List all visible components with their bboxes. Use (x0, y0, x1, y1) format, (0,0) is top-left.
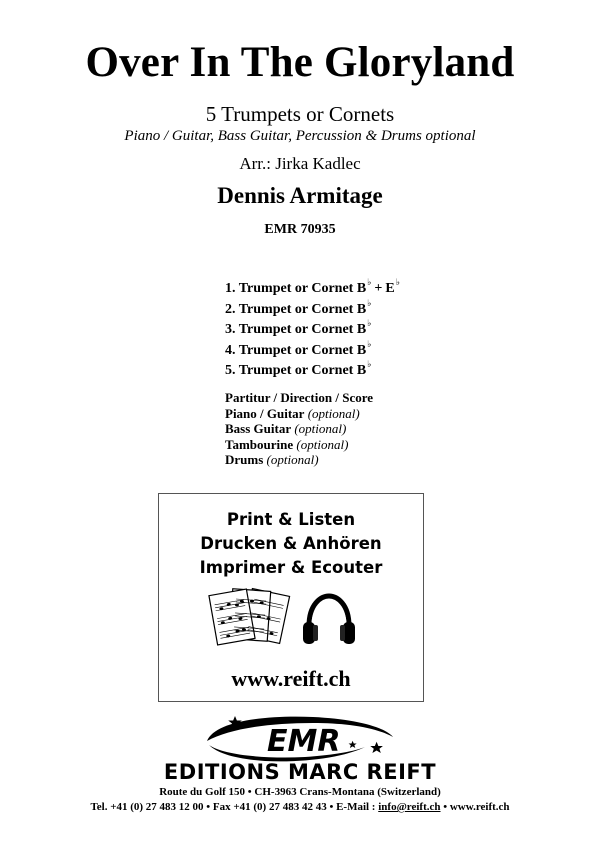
extra-name: Piano / Guitar (225, 405, 305, 421)
flat-sign: ♭ (367, 338, 372, 349)
page-title: Over In The Gloryland (85, 39, 515, 86)
extra-note: (optional) (266, 452, 319, 467)
promo-line: Print & Listen (226, 510, 356, 529)
extra-item (225, 437, 373, 453)
contact-website: • www.reift.ch (440, 801, 510, 813)
part-item (225, 334, 400, 358)
flat-sign: ♭ (367, 318, 372, 328)
parts-list (225, 272, 400, 378)
part-item (225, 272, 400, 296)
promo-line: Drucken & Anhören (200, 534, 382, 553)
email-link[interactable]: info@reift.ch (378, 801, 441, 813)
extra-name: Drums (225, 452, 264, 467)
contact-phone-fax: Tel. +41 (0) 27 483 12 00 • Fax +41 (0) 27 483 42 43 • E-Mail : (90, 801, 379, 813)
flat-sign: ♭ (367, 277, 372, 287)
part-second-key: E (385, 281, 395, 296)
part-item (225, 354, 400, 378)
part-label: 1. Trumpet or Cornet B (225, 281, 367, 296)
flat-sign: ♭ (395, 277, 400, 287)
extra-name: Tambourine (225, 436, 294, 452)
optional-instruments: Piano / Guitar, Bass Guitar, Percussion & Drums optional (124, 128, 476, 144)
print-listen-box (158, 493, 424, 702)
composer: Dennis Armitage (217, 183, 383, 208)
part-label: 3. Trumpet or Cornet B (225, 322, 367, 337)
flat-sign: ♭ (367, 297, 372, 308)
logo-text: EMR (267, 724, 341, 759)
part-label: 4. Trumpet or Cornet B (225, 342, 367, 358)
plus-sign: + (374, 281, 383, 296)
publisher-contact (0, 801, 600, 813)
emr-logo (195, 715, 405, 763)
extra-note: (optional) (296, 436, 349, 452)
extra-name: Partitur / Direction / Score (225, 390, 374, 405)
extra-item (225, 421, 373, 437)
extra-item (225, 390, 373, 406)
arranger: Arr.: Jirka Kadlec (239, 154, 361, 173)
extra-note: (optional) (307, 405, 360, 421)
extras-list (225, 390, 373, 468)
promo-line: Imprimer & Ecouter (199, 558, 383, 577)
publisher-address: Route du Golf 150 • CH-3963 Crans-Montana (Switzerland) (159, 786, 441, 798)
promo-url: www.reift.ch (231, 666, 351, 691)
extra-name: Bass Guitar (225, 421, 292, 436)
extra-item (225, 406, 373, 422)
extra-note: (optional) (294, 421, 347, 436)
publisher-name: EDITIONS MARC REIFT (163, 760, 437, 784)
part-label: 5. Trumpet or Cornet B (225, 363, 367, 378)
part-label: 2. Trumpet or Cornet B (225, 301, 367, 317)
subtitle: 5 Trumpets or Cornets (205, 102, 395, 126)
extra-item (225, 452, 373, 468)
flat-sign: ♭ (367, 359, 372, 369)
sheet-music-icon (207, 586, 293, 650)
catalog-number: EMR 70935 (264, 222, 336, 237)
part-item (225, 313, 400, 337)
headphones-icon (299, 592, 359, 648)
